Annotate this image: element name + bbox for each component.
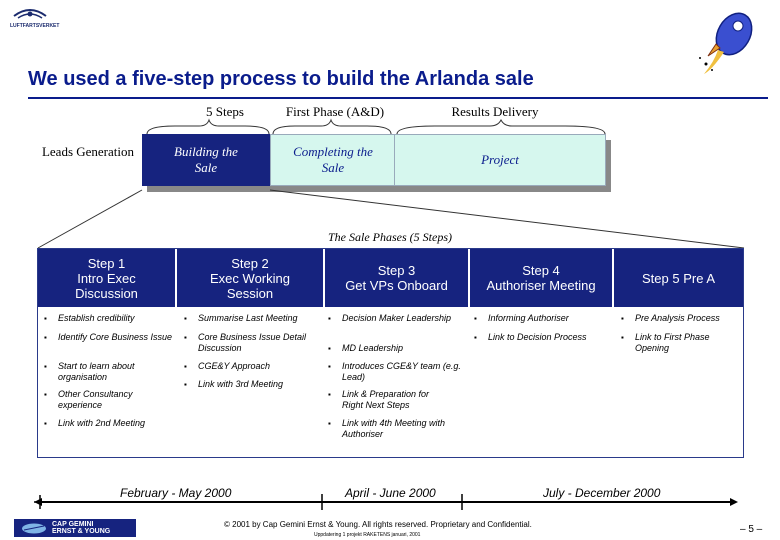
step-5-title: Step 5 Pre A xyxy=(642,270,715,286)
fan-connector xyxy=(0,0,780,260)
step-3-title: Step 3 Get VPs Onboard xyxy=(345,263,448,293)
step-3-bullet: ▪ Link with 4th Meeting with Authoriser xyxy=(328,418,446,439)
copyright-text: © 2001 by Cap Gemini Ernst & Young. All rights reserved. Proprietary and Confidential. xyxy=(224,520,532,529)
step-4-bullet: ▪ Link to Decision Process xyxy=(474,332,587,342)
timeline-markers xyxy=(34,494,744,510)
step-3-bullet: ▪ Link & Preparation for Right Next Steps xyxy=(328,389,430,410)
step-5-bullet: ▪ Link to First Phase Opening xyxy=(621,332,710,353)
step-3-header xyxy=(325,249,468,307)
logo-line-1: CAP GEMINI xyxy=(52,521,94,528)
timeline-date-3: July - December 2000 xyxy=(543,486,661,500)
step-2-header xyxy=(177,249,323,307)
step-2-bullet: ▪ Link with 3rd Meeting xyxy=(184,379,284,389)
col-header-first-phase: First Phase (A&D) xyxy=(285,104,385,119)
step-1-bullet: ▪ Establish credibility xyxy=(44,313,135,323)
building-the-sale-label: Building the Sale xyxy=(174,144,238,175)
step-4-header xyxy=(470,249,612,307)
step-3-bullet: ▪ Decision Maker Leadership xyxy=(328,313,452,323)
step-4-bullet: ▪ Informing Authoriser xyxy=(474,313,569,323)
step-1-bullet: ▪ Identify Core Business Issue xyxy=(44,332,173,342)
step-4-title: Step 4 Authoriser Meeting xyxy=(486,263,596,293)
update-text: Uppdatering 1 projekt RAKETENS januari, 2001 xyxy=(314,532,421,538)
step-1-bullet: ▪ Other Consultancy experience xyxy=(44,389,133,410)
step-2-bullet: ▪ Summarise Last Meeting xyxy=(184,313,298,323)
step-2-title: Step 2 Exec Working Session xyxy=(210,255,290,301)
step-1-title: Step 1 Intro Exec Discussion xyxy=(75,255,138,301)
step-5-bullet: ▪ Pre Analysis Process xyxy=(621,313,720,323)
cap-gemini-logo xyxy=(14,519,136,537)
project-label: Project xyxy=(481,152,519,167)
step-3-bullet: ▪ MD Leadership xyxy=(328,343,404,353)
step-3-bullet: ▪ Introduces CGE&Y team (e.g. Lead) xyxy=(328,361,461,382)
logo-text: LUFTFARTSVERKET xyxy=(10,23,60,29)
logo-line-2: ERNST & YOUNG xyxy=(52,528,111,535)
col-header-5-steps: 5 Steps xyxy=(206,104,244,119)
timeline-date-2: April - June 2000 xyxy=(345,486,436,500)
completing-the-sale-label: Completing the Sale xyxy=(293,144,373,175)
step-2-bullet: ▪ Core Business Issue Detail Discussion xyxy=(184,332,307,353)
col-header-results-delivery: Results Delivery xyxy=(451,104,539,119)
step-5-header xyxy=(614,249,743,307)
page-number: – 5 – xyxy=(740,524,763,535)
leads-generation-label: Leads Generation xyxy=(41,144,135,159)
step-2-bullet: ▪ CGE&Y Approach xyxy=(184,361,271,371)
timeline-date-1: February - May 2000 xyxy=(120,486,232,500)
step-1-bullet: ▪ Link with 2nd Meeting xyxy=(44,418,146,428)
page-title: We used a five-step process to build the Arlanda sale xyxy=(28,68,534,90)
step-1-header xyxy=(38,249,175,307)
sale-phases-subtitle: The Sale Phases (5 Steps) xyxy=(328,230,452,244)
step-1-bullet: ▪ Start to learn about organisation xyxy=(44,361,135,382)
logo-emblem-icon xyxy=(20,522,48,535)
